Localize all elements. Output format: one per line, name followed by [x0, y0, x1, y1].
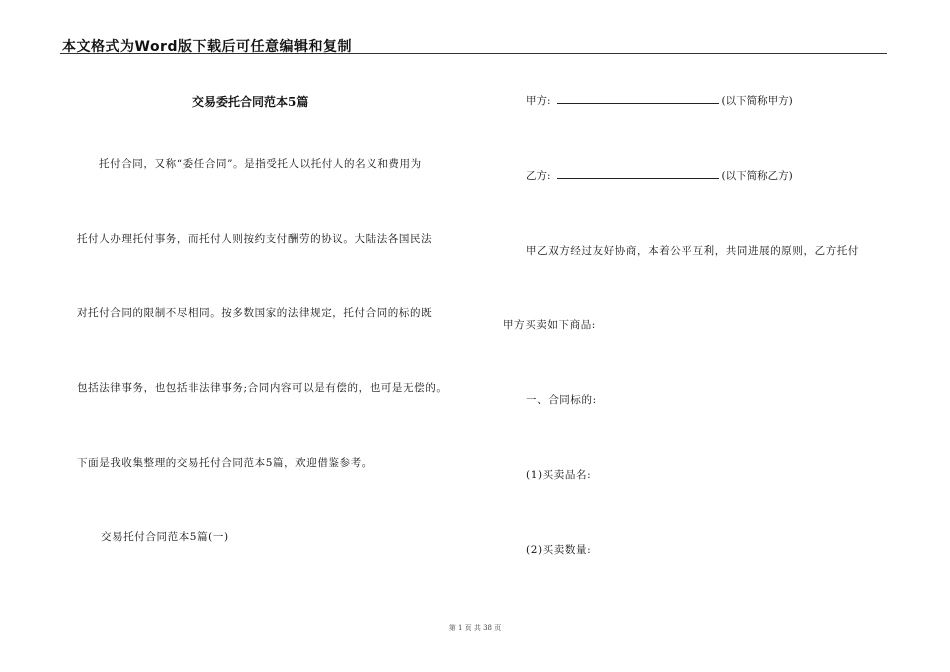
section-heading: 交易托付合同范本5篇(一) — [101, 531, 229, 543]
party-a-blank — [557, 93, 719, 104]
body-paragraph-line: 对托付合同的限制不尽相同。按多数国家的法律规定，托付合同的标的既 — [77, 307, 433, 319]
document-title: 交易委托合同范本5篇 — [192, 95, 309, 109]
body-paragraph-line: 托付人办理托付事务，而托付人则按约支付酬劳的协议。大陆法各国民法 — [77, 233, 433, 245]
body-paragraph-line: 托付合同，又称“委任合同”。是指受托人以托付人的名义和费用为 — [99, 158, 422, 170]
clause-heading: 一、合同标的: — [526, 394, 597, 406]
party-a-label: 甲方: — [526, 95, 551, 107]
page-number: 第 1 页 共 38 页 — [448, 624, 502, 632]
party-b-line — [526, 168, 793, 183]
clause-item: (1)买卖品名: — [526, 469, 592, 481]
body-paragraph-line: 甲乙双方经过友好协商，本着公平互利，共同进展的原则，乙方托付 — [526, 245, 859, 257]
document-banner: 本文格式为Word版下载后可任意编辑和复制 — [62, 39, 352, 55]
party-b-blank — [557, 168, 719, 179]
party-a-suffix: (以下简称甲方) — [721, 95, 793, 107]
body-paragraph-line: 包括法律事务，也包括非法律事务;合同内容可以是有偿的，也可是无偿的。 — [77, 382, 448, 394]
header-rule — [60, 53, 887, 54]
body-paragraph-line: 下面是我收集整理的交易托付合同范本5篇，欢迎借鉴参考。 — [77, 457, 373, 469]
body-paragraph-line: 甲方买卖如下商品: — [503, 319, 596, 331]
party-b-suffix: (以下简称乙方) — [721, 170, 793, 182]
party-b-label: 乙方: — [526, 170, 551, 182]
clause-item: (2)买卖数量: — [526, 544, 592, 556]
party-a-line — [526, 93, 793, 108]
